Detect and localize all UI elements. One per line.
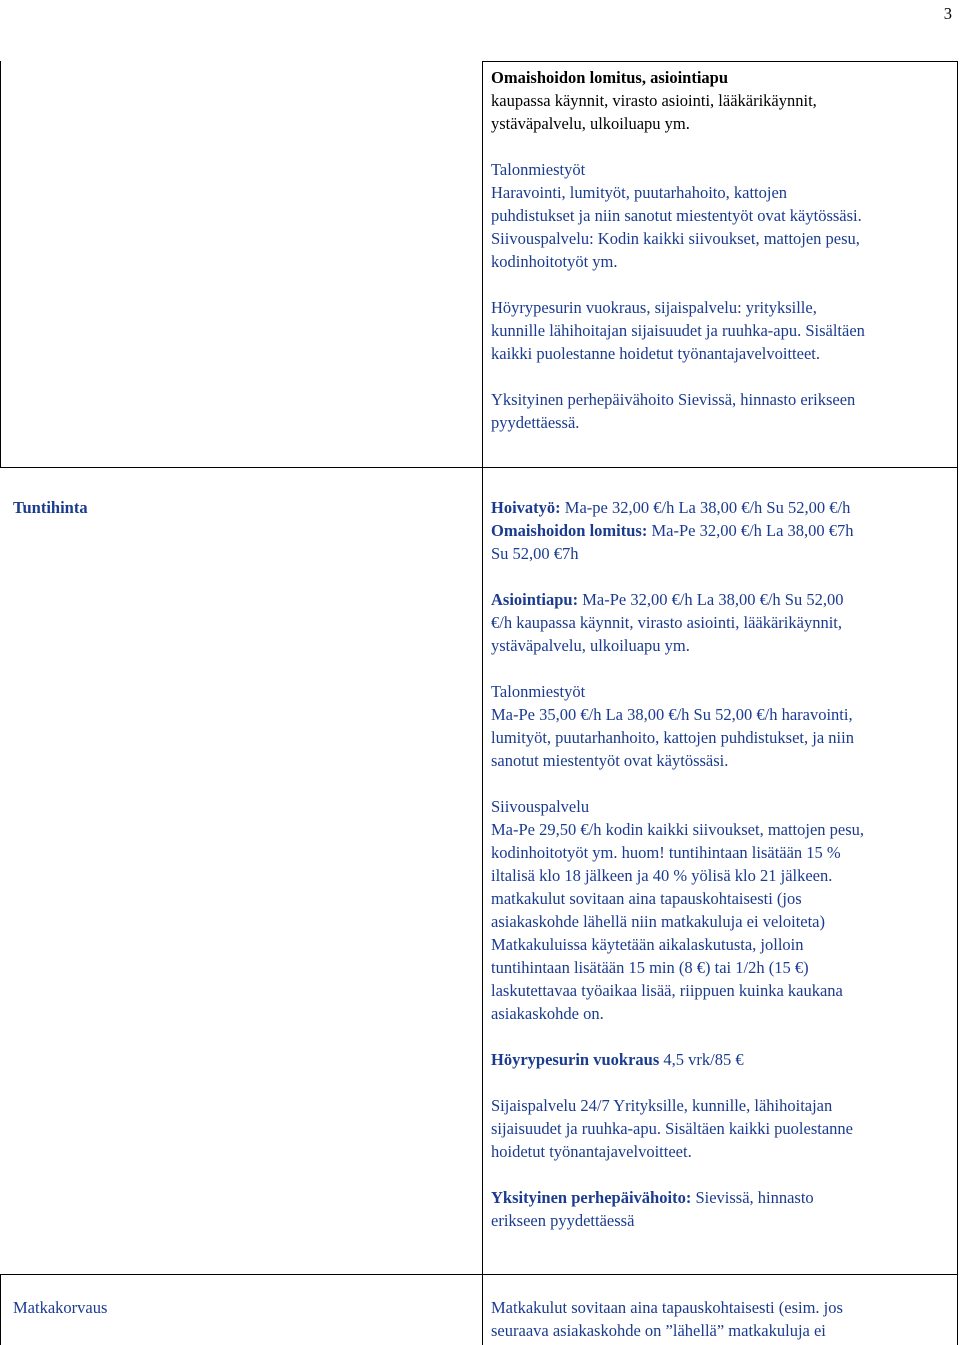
service-text-line: puhdistukset ja niin sanotut miestentyöt ovat käytössäsi.	[491, 206, 862, 225]
service-text-hoyry: Höyrypesurin vuokraus, sijaispalvelu: yrityksille,	[491, 298, 817, 317]
price-text-line: Ma-Pe 29,50 €/h kodin kaikki siivoukset, mattojen pesu,	[491, 820, 865, 839]
price-text-line: sijaisuudet ja ruuhka-apu. Sisältäen kaikki puolestanne	[491, 1119, 853, 1138]
matkakorvaus-text-line: Matkakulut sovitaan aina tapauskohtaisesti (esim. jos	[491, 1298, 843, 1317]
service-text-line: kaupassa käynnit, virasto asiointi, lääkärikäynnit,	[491, 91, 817, 110]
price-value: Ma-Pe 32,00 €/h La 38,00 €7h	[651, 521, 854, 540]
price-label: Omaishoidon lomitus:	[491, 521, 648, 540]
price-perhepaivahoito	[491, 1186, 951, 1209]
price-text-line: lumityöt, puutarhanhoito, kattojen puhdistukset, ja niin	[491, 728, 854, 747]
service-title-omaishoito: Omaishoidon lomitus, asiointiapu	[491, 68, 729, 87]
hoyry-text-part: Sisältäen	[805, 321, 865, 340]
price-label: Hoivatyö:	[491, 498, 561, 517]
page-number: 3	[943, 4, 952, 23]
price-text-line: laskutettavaa työaikaa lisää, riippuen kuinka kaukana	[491, 981, 843, 1000]
service-text-siivous: Siivouspalvelu: Kodin kaikki siivoukset, mattojen pesu,	[491, 229, 860, 248]
service-title-talonmies: Talonmiestyöt	[491, 160, 586, 179]
pricing-cell	[491, 496, 951, 1232]
price-text-line: ystäväpalvelu, ulkoiluapu ym.	[491, 636, 690, 655]
row-label-matkakorvaus: Matkakorvaus	[13, 1298, 108, 1317]
price-text-line: Sijaispalvelu 24/7 Yrityksille, kunnille, lähihoitajan	[491, 1096, 833, 1115]
price-label: Asiointiapu:	[491, 590, 579, 609]
service-text-hoyry	[491, 319, 951, 342]
price-text-line: sanotut miestentyöt ovat käytössäsi.	[491, 751, 729, 770]
row-divider	[0, 467, 958, 468]
price-text-line: Ma-Pe 35,00 €/h La 38,00 €/h Su 52,00 €/h haravointi,	[491, 705, 853, 724]
price-text-line: iltalisä klo 18 jälkeen ja 40 % yölisä klo 21 jälkeen.	[491, 866, 833, 885]
row-divider	[0, 1274, 958, 1275]
price-text-line: asiakaskohde lähellä niin matkakuluja ei veloiteta)	[491, 912, 826, 931]
price-title-talonmies: Talonmiestyöt	[491, 682, 586, 701]
price-label: Höyrypesurin vuokraus	[491, 1050, 660, 1069]
table-border-left	[0, 1274, 1, 1345]
price-value: Ma-pe 32,00 €/h La 38,00 €/h Su 52,00 €/h	[564, 498, 851, 517]
matkakorvaus-cell	[491, 1296, 951, 1342]
service-text-perhepaivahoito: pyydettäessä.	[491, 413, 580, 432]
price-text-line: erikseen pyydettäessä	[491, 1211, 635, 1230]
table-border-right	[957, 61, 958, 1345]
price-text-line: tuntihintaan lisätään 15 min (8 €) tai 1/2h (15 €)	[491, 958, 809, 977]
price-hoyry	[491, 1048, 951, 1071]
price-value: Ma-Pe 32,00 €/h La 38,00 €/h Su 52,00	[582, 590, 844, 609]
price-text-line: matkakulut sovitaan aina tapauskohtaisesti (jos	[491, 889, 802, 908]
price-value: Sievissä, hinnasto	[695, 1188, 814, 1207]
price-text-line: Matkakuluissa käytetään aikalaskutusta, jolloin	[491, 935, 804, 954]
price-title-siivous: Siivouspalvelu	[491, 797, 590, 816]
price-text-line: hoidetut työnantajavelvoitteet.	[491, 1142, 692, 1161]
table-border-top	[482, 61, 958, 62]
price-omaishoidon	[491, 519, 951, 542]
price-value: 4,5 vrk/85 €	[663, 1050, 744, 1069]
column-divider	[482, 61, 483, 1345]
service-text-siivous: kodinhoitotyöt ym.	[491, 252, 618, 271]
price-text-line: €/h kaupassa käynnit, virasto asiointi, lääkärikäynnit,	[491, 613, 843, 632]
price-omaishoidon: Su 52,00 €7h	[491, 544, 579, 563]
price-text-line: kodinhoitotyöt ym. huom! tuntihintaan lisätään 15 %	[491, 843, 841, 862]
matkakorvaus-text-line: seuraava asiakaskohde on ”lähellä” matkakuluja ei	[491, 1321, 826, 1340]
services-cell	[491, 66, 951, 434]
service-text-hoyry: kaikki puolestanne hoidetut työnantajavelvoitteet.	[491, 344, 820, 363]
table-border-left	[0, 61, 1, 468]
service-text-line: Haravointi, lumityöt, puutarhahoito, kattojen	[491, 183, 788, 202]
price-text-line: asiakaskohde on.	[491, 1004, 604, 1023]
service-text-line: ystäväpalvelu, ulkoiluapu ym.	[491, 114, 690, 133]
row-label-tuntihinta: Tuntihinta	[13, 498, 88, 517]
hoyry-text-part: kunnille lähihoitajan sijaisuudet ja ruuhka-apu.	[491, 321, 802, 340]
price-asiointiapu	[491, 588, 951, 611]
price-hoivatyo	[491, 496, 951, 519]
price-label: Yksityinen perhepäivähoito:	[491, 1188, 692, 1207]
service-text-perhepaivahoito: Yksityinen perhepäivähoito Sievissä, hinnasto erikseen	[491, 390, 856, 409]
